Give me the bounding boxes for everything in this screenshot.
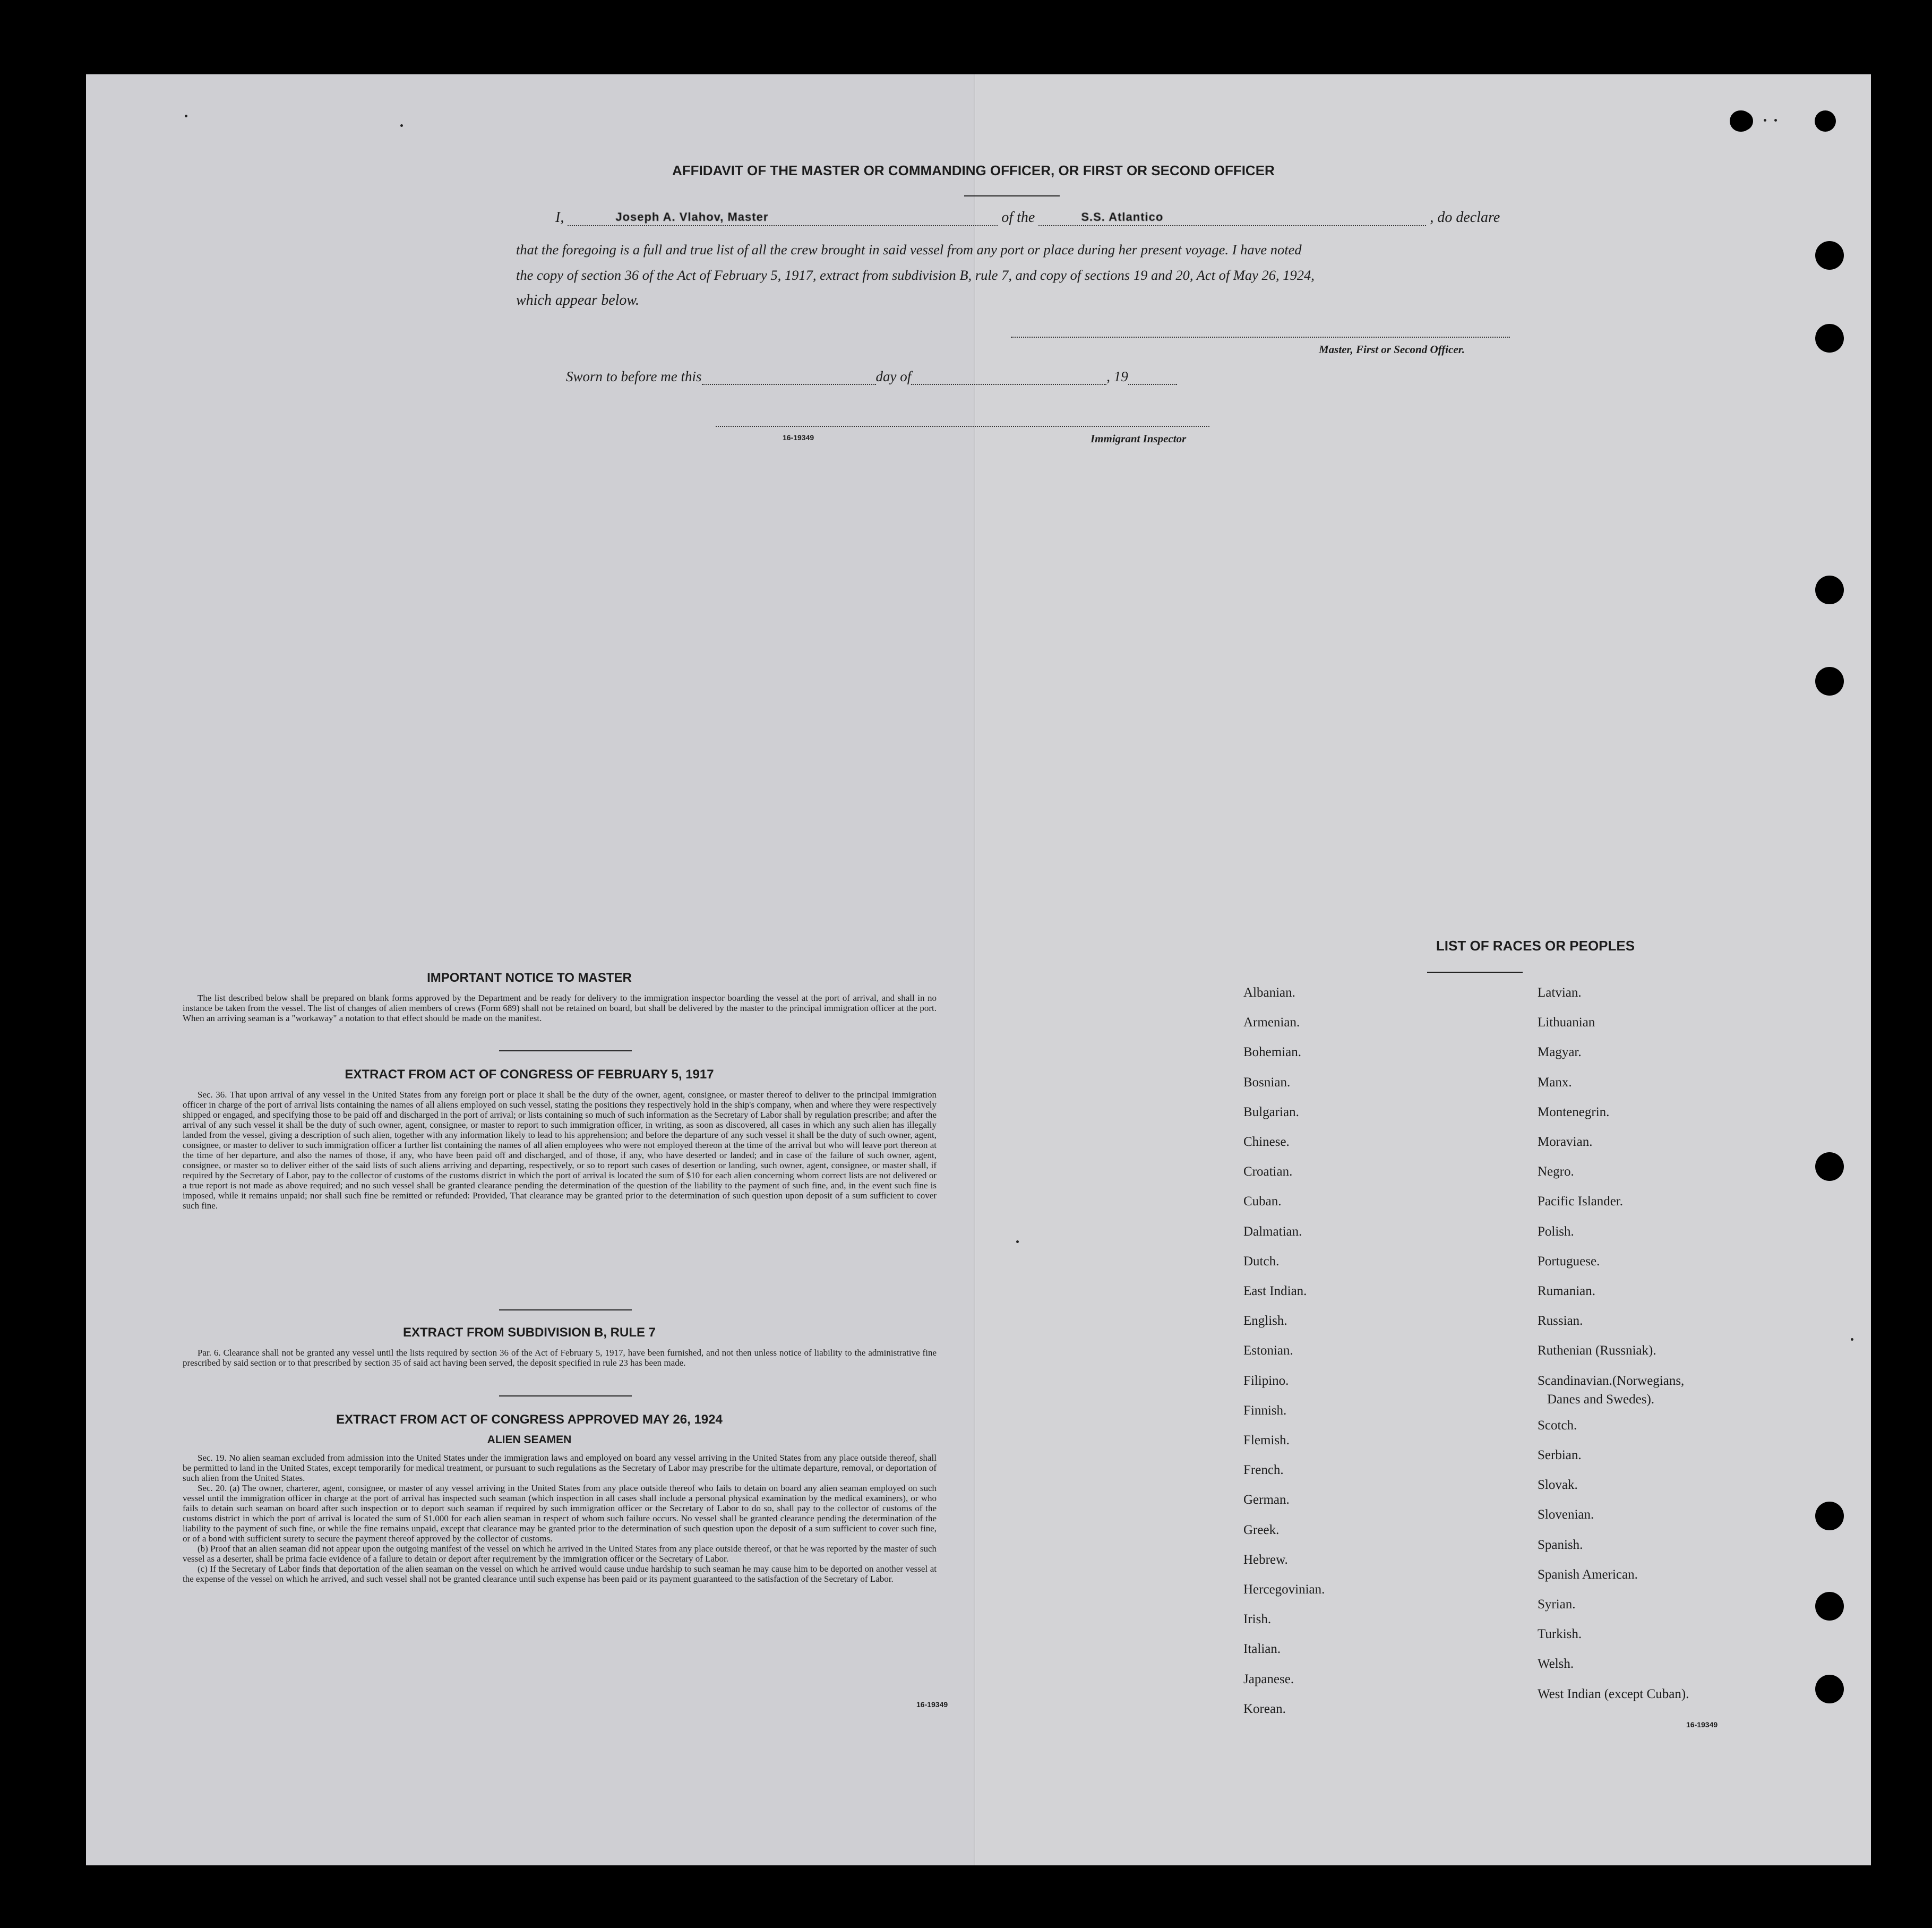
sworn-label: Sworn to before me this <box>566 369 702 384</box>
races-title-underline <box>1427 972 1523 973</box>
race-item: Lithuanian <box>1538 1015 1595 1030</box>
title-underline <box>964 195 1060 196</box>
year-label: , 19 <box>1106 369 1128 384</box>
race-item: Armenian. <box>1243 1015 1300 1030</box>
race-item: Filipino. <box>1243 1373 1289 1388</box>
races-title: LIST OF RACES OR PEOPLES <box>1436 938 1635 954</box>
race-item: Hercegovinian. <box>1243 1582 1325 1597</box>
race-item: Japanese. <box>1243 1672 1294 1686</box>
race-item: West Indian (except Cuban). <box>1538 1686 1689 1701</box>
inspector-signature-line[interactable] <box>716 426 1209 427</box>
ink-speck <box>1016 1240 1019 1243</box>
notice-paragraph: The list described below shall be prepared on blank forms approved by the Department and be ready for delivery to the immigration inspector boarding the vessel at the port of arrival, and shall in no instance be taken from the vessel. The list of changes of alien members of crews (Form 689) shall not be retained on board, but shall be delivered by the master to the principal immigration officer at the port. When an arriving seaman is a "workaway" a notation to that effect should be made on the manifest. <box>183 993 937 1023</box>
sworn-month-field[interactable] <box>911 384 1106 385</box>
race-item: Slovenian. <box>1538 1507 1594 1522</box>
sec20c-paragraph: (c) If the Secretary of Labor finds that deportation of the alien seaman on the vessel on which he arrived would cause undue hardship to such seaman he may cause him to be deported on another vessel at the expense of the vessel on which he arrived, and such vessel shall not be granted clearance until such expense has been paid or its payment guaranteed to the satisfaction of the Secretary of Labor. <box>183 1564 937 1584</box>
document-page <box>86 74 1871 1865</box>
sworn-day-field[interactable] <box>702 384 876 385</box>
sworn-line <box>566 369 1177 385</box>
section-divider <box>499 1050 632 1051</box>
vessel-name-value: S.S. Atlantico <box>1081 210 1164 224</box>
extract-rule7-title: EXTRACT FROM SUBDIVISION B, RULE 7 <box>402 1325 656 1340</box>
ink-speck <box>1774 119 1777 122</box>
vessel-name-field[interactable] <box>1038 208 1426 226</box>
race-item: Welsh. <box>1538 1657 1574 1672</box>
binder-hole <box>1815 324 1844 353</box>
form-number: 16-19349 <box>783 433 814 442</box>
binder-hole <box>1815 667 1844 696</box>
extract-rule7-text <box>183 1348 937 1368</box>
ink-speck <box>1764 119 1766 122</box>
form-number: 16-19349 <box>1686 1720 1718 1729</box>
sec19-paragraph: Sec. 19. No alien seaman excluded from admission into the United States under the immigration laws and employed on board any vessel arriving in the United States from any place outside thereof, shall be permitted to land in the United States, except temporarily for medical treatment, or pursuant to such regulations as the Secretary of Labor may prescribe for the ultimate departure, removal, or deportation of such alien from the United States. <box>183 1453 937 1483</box>
race-item: Cuban. <box>1243 1194 1282 1209</box>
extract-1924-title: EXTRACT FROM ACT OF CONGRESS APPROVED MAY 26, 1924 <box>336 1412 723 1427</box>
inspector-caption: Immigrant Inspector <box>1090 432 1187 445</box>
binder-hole <box>1815 1502 1844 1530</box>
declaration-body-line1: that the foregoing is a full and true list of all the crew brought in said vessel from any port or place during her present voyage. I have noted <box>516 242 1302 258</box>
notice-title: IMPORTANT NOTICE TO MASTER <box>427 971 632 985</box>
race-item: Spanish American. <box>1538 1567 1638 1582</box>
race-item: Albanian. <box>1243 986 1295 1000</box>
ink-speck <box>400 124 403 127</box>
race-item: Dutch. <box>1243 1254 1280 1269</box>
sworn-year-field[interactable] <box>1128 384 1177 385</box>
race-item: Flemish. <box>1243 1433 1290 1447</box>
declaration-line <box>555 208 1596 226</box>
race-item: Finnish. <box>1243 1403 1287 1418</box>
race-item: Magyar. <box>1538 1045 1582 1060</box>
race-item: Rumanian. <box>1538 1284 1596 1298</box>
ink-speck <box>185 115 187 117</box>
race-item: Scandinavian.(Norwegians, <box>1538 1373 1685 1388</box>
race-item: Scotch. <box>1538 1418 1577 1433</box>
race-item: Slovak. <box>1538 1478 1578 1493</box>
master-name-value: Joseph A. Vlahov, Master <box>615 210 769 224</box>
declare-label: , do declare <box>1430 209 1500 226</box>
binder-hole <box>1815 1152 1844 1181</box>
race-item: Negro. <box>1538 1164 1574 1179</box>
notice-text <box>183 993 937 1023</box>
race-item: German. <box>1243 1493 1290 1507</box>
form-number: 16-19349 <box>916 1700 948 1709</box>
race-item: East Indian. <box>1243 1284 1307 1298</box>
race-item: Dalmatian. <box>1243 1224 1302 1239</box>
binder-hole <box>1815 1592 1844 1621</box>
race-item: Greek. <box>1243 1522 1280 1537</box>
declaration-body-line2: the copy of section 36 of the Act of February 5, 1917, extract from subdivision B, rule 7, and copy of sections 19 and 20, Act of May 26, 1924, <box>516 267 1315 283</box>
page-fold <box>974 74 976 1865</box>
race-item: Bulgarian. <box>1243 1104 1299 1119</box>
i-label: I, <box>555 209 564 226</box>
race-item: Serbian. <box>1538 1448 1582 1462</box>
race-item: Spanish. <box>1538 1537 1583 1552</box>
affidavit-title: AFFIDAVIT OF THE MASTER OR COMMANDING OFFICER, OR FIRST OR SECOND OFFICER <box>672 162 1275 178</box>
master-name-field[interactable] <box>568 208 998 226</box>
race-item: Bosnian. <box>1243 1075 1291 1090</box>
race-item: Polish. <box>1538 1224 1574 1239</box>
binder-hole <box>1815 576 1844 604</box>
extract-rule7-paragraph: Par. 6. Clearance shall not be granted any vessel until the lists required by section 36 of the Act of February 5, 1917, have been furnished, and not then unless notice of liability to the administrative fine prescribed by said section or to that prescribed by section 35 of said act having been served, the deposit specified in rule 23 has been made. <box>183 1348 937 1368</box>
race-item: Croatian. <box>1243 1164 1293 1179</box>
race-scandinavian-continued: Danes and Swedes). <box>1547 1392 1655 1407</box>
section-divider <box>499 1395 632 1396</box>
race-item: Ruthenian (Russniak). <box>1538 1343 1656 1358</box>
race-item: English. <box>1243 1314 1287 1329</box>
signature-line[interactable] <box>1011 337 1510 338</box>
race-item: Syrian. <box>1538 1597 1576 1612</box>
ink-speck <box>1851 1338 1853 1341</box>
race-item: Estonian. <box>1243 1343 1293 1358</box>
declaration-body <box>516 237 1599 313</box>
race-item: Moravian. <box>1538 1135 1593 1149</box>
extract-1917-paragraph: Sec. 36. That upon arrival of any vessel in the United States from any foreign port or place it shall be the duty of the owner, agent, consignee, or master thereof to deliver to the principal immigration officer in charge of the port of arrival lists containing the names of all aliens employed on such vessel, stating the positions they respectively hold in the ship's company, when and where they were respectively shipped or engaged, and specifying those to be paid off and discharged in the port of arrival; or lists containing so much of such information as the Secretary of Labor shall by regulation prescribe; and after the arrival of any such vessel it shall be the duty of such owner, agent, consignee, or master to report to such immigration officer, in writing, as soon as discovered, all cases in which any such alien has illegally landed from the vessel, giving a description of such alien, together with any information likely to lead to his apprehension; and before the departure of any such vessel it shall be the duty of such owner, agent, consignee, or master to deliver to such immigration officer a further list containing the names of all alien employees who were not employed thereon at the time of the arrival but who will leave port thereon at the time of her departure, and also the names of those, if any, who have been paid off and discharged, and of those, if any, who have deserted or landed; and in case of the failure of such owner, agent, consignee, or master so to deliver either of the said lists of such aliens arriving and departing, respectively, or so to report such cases of desertion or landing, such owner, agent, consignee, or master shall, if required by the Secretary of Labor, pay to the collector of customs of the customs district in which the port of arrival is located the sum of $10 for each alien concerning whom correct lists are not delivered or a true report is not made as above required; and no such vessel shall be granted clearance pending the determination of the question of the liability to the payment of such fine, and, in the event such fine is imposed, while it remains unpaid; nor shall such fine be remitted or refunded: Provided, That clearance may be granted prior to the determination of such question upon deposit of a sum sufficient to cover such fine. <box>183 1090 937 1211</box>
race-item: French. <box>1243 1463 1284 1478</box>
race-item: Hebrew. <box>1243 1552 1288 1567</box>
binder-hole <box>1815 110 1836 132</box>
race-item: Portuguese. <box>1538 1254 1600 1269</box>
race-item: Bohemian. <box>1243 1045 1302 1060</box>
race-item: Montenegrin. <box>1538 1104 1610 1119</box>
race-item: Manx. <box>1538 1075 1572 1090</box>
race-item: Latvian. <box>1538 986 1582 1000</box>
race-item: Korean. <box>1243 1701 1286 1716</box>
extract-1924-text <box>183 1453 937 1584</box>
extract-1917-title: EXTRACT FROM ACT OF CONGRESS OF FEBRUARY 5, 1917 <box>345 1067 714 1082</box>
race-item: Russian. <box>1538 1314 1583 1329</box>
day-of-label: day of <box>875 369 912 384</box>
race-item: Chinese. <box>1243 1135 1290 1149</box>
declaration-body-line3: which appear below. <box>516 292 640 309</box>
race-item: Irish. <box>1243 1612 1272 1627</box>
binder-hole <box>1815 1675 1844 1703</box>
race-item: Turkish. <box>1538 1627 1582 1642</box>
sec20a-paragraph: Sec. 20. (a) The owner, charterer, agent, consignee, or master of any vessel arriving in the United States from any place outside thereof who fails to detain on board any alien seaman employed on such vessel until the immigration officer in charge at the port of arrival has inspected such seaman (which inspection in all cases shall include a personal physical examination by the medical examiners), or who fails to detain such seaman on board after such inspection or to deport such seaman if required by such immigration officer or the Secretary of Labor to do so, shall pay to the collector of customs of the customs district in which the port of arrival is located the sum of $1,000 for each alien seaman in respect of whom such failure occurs. No vessel shall be granted clearance pending the determination of the liability to the payment of such fine, or while the fine remains unpaid, except that clearance may be granted prior to the determination of such question upon the deposit of a sum sufficient to cover such fine, or of a bond with sufficient surety to secure the payment thereof approved by the collector of customs. <box>183 1483 937 1544</box>
signature-caption: Master, First or Second Officer. <box>1319 343 1465 356</box>
extract-1917-text <box>183 1090 937 1211</box>
binder-hole <box>1730 110 1751 132</box>
extract-1924-subtitle: ALIEN SEAMEN <box>487 1434 572 1446</box>
race-item: Pacific Islander. <box>1538 1194 1624 1209</box>
of-the-label: of the <box>1001 209 1035 226</box>
sec20b-paragraph: (b) Proof that an alien seaman did not appear upon the outgoing manifest of the vessel on which he arrived in the United States from any place outside thereof, or that he was reported by the master of such vessel as a deserter, shall be prima facie evidence of a failure to detain or deport after requirement by the immigration officer or the Secretary of Labor. <box>183 1544 937 1564</box>
section-divider <box>499 1309 632 1310</box>
binder-hole <box>1815 241 1844 270</box>
race-item: Italian. <box>1243 1642 1281 1657</box>
